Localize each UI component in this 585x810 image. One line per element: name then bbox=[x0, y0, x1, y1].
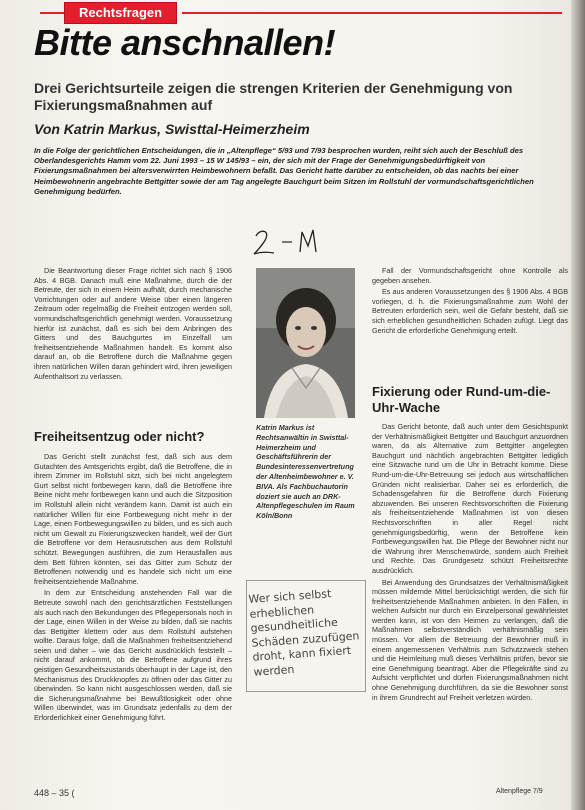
page-spine-shadow bbox=[571, 0, 585, 810]
heading-fixierung: Fixierung oder Rund-um-die-Uhr-Wache bbox=[372, 384, 551, 415]
column-right-top bbox=[372, 266, 568, 337]
paragraph: Die Beantwortung dieser Frage richtet sich nach § 1906 Abs. 4 BGB. Danach muß eine Maßnahme, durch die der Betreute, der sich in einem Heim aufhält, durch mechanische Vorrichtungen oder auf andere Weise über einen längeren Zeitraum oder regelmäßig die Freiheit entzogen werden soll, vormundschaftsgerichtlich genehmigt werden. Voraussetzung hierfür ist zunächst, daß es sich bei dem Anbringen des Gitters und des Bauchgurtes im Einzelfall um freiheitsentziehende Maßnahmen handelt. Es kommt also darauf an, ob die Betroffene durch die Maßnahme gegen ihren natürlichen Willen daran gehindert wird, ihren jeweiligen Aufenthaltsort zu verlassen. bbox=[34, 266, 232, 381]
pull-quote-text: Wer sich selbst erheblichen gesundheitliche Schäden zuzufügen droht, kann fixiert werden bbox=[248, 587, 360, 679]
pull-quote bbox=[246, 580, 366, 692]
paragraph: Das Gericht betonte, daß auch unter dem Gesichtspunkt der Verhältnismäßigkeit Bettgitter und Bauchgurt anzuordnen waren, da als Alternative zum Bettgitter angelegten Bauchgurt und nächtlich angebrachten Bettgitter lediglich eine Sitzwache rund um die Uhr in Betracht komme. Diese Rund-um-die-Uhr-Betreuung sei jedoch aus wirtschaftlichen Gründen nicht realisierbar. Daher sei es erforderlich, die Schadensgefahren für die Betroffene durch Fixierung abzuwenden. Bei unseren Rechtsvorschriften die Fixierung als freiheitsentziehende Maßnahmen ist von diesen Rechtsvorschriften in aller Regel nicht genehmigungsbedürftig, wenn der Betroffene kein Fortbewegungswillen hat. Die Pflege der Bewohner nicht nur die Wahrung ihrer Menschenwürde, sondern auch Freiheit und Rechte. Das Grundgesetz schützt Freiheitsrechte ausdrücklich. bbox=[372, 422, 568, 575]
rubric-rule-right bbox=[182, 12, 562, 14]
heading-freiheitsentzug: Freiheitsentzug oder nicht? bbox=[34, 429, 205, 444]
paragraph: Das Gericht stellt zunächst fest, daß sich aus dem Gutachten des Amtsgerichts ergibt, daß die Betroffene, die in ihrem Zimmer im Rollstuhl sitzt, sich bei nicht angelegtem Gurt selbst nicht fortbewegen kann, daß die Betroffene ihre Beine nicht mehr fortbewegen kann und auch die Sitzposition im Rollstuhl allein nicht verändern kann. Damit ist auch ein natürlicher Willen für eine Fortbewegung nicht mehr in der Lage, einen Fortbewegungswillen zu bilden, und es sich auch nicht um Gewalt zu Fixierungszwecken handelt, weil der Gurt die Betroffene vor dem Herausrutschen aus dem Rollstuhl schützt. Bewegungen ausführen, die zum Herausfallen aus dem Bett führen könnten, sei das Gitter zum Schutz der Betroffenen notwendig und es handele sich nicht um eine freiheitsentziehende Maßnahme. bbox=[34, 452, 232, 586]
rubric-label: Rechtsfragen bbox=[64, 2, 177, 24]
handwritten-note bbox=[250, 224, 320, 258]
paragraph: Bei Anwendung des Grundsatzes der Verhältnismäßigkeit müssen mildernde Mittel berücksichtigt werden, die sich für freiheitsentziehende Maßnahmen anbieten. In den Fällen, in welchen Aufsicht nur durch ein Einzelpersonal gewährleistet werden kann, ist von den Heimen zu verlangen, daß die Maßnahmen selbstverständlich verhältnismäßig sein müssen. Vor allem die Betreuung der Bewohner muß in einem angemessenen Verhältnis zum Schutzzweck stehen und die Heimleitung muß dieses Verhältnis prüfen, bevor sie eine Genehmigung beantragt. Aber die Pflegekräfte sind zu Aufsicht verpflichtet und dürfen Fixierungsmaßnahmen nicht ohne Genehmigung durchführen, da sie die Bewohner sonst in ihrem Grundrecht auf Freiheit verletzen würden. bbox=[372, 577, 568, 702]
column-left-top bbox=[34, 266, 232, 383]
paragraph: Fall der Vormundschaftsgericht ohne Kontrolle als gegeben ansehen. bbox=[372, 266, 568, 285]
article-author: Von Katrin Markus, Swisttal-Heimerzheim bbox=[34, 121, 310, 137]
publication-footer: Altenpflege 7/9 bbox=[496, 788, 543, 795]
page-number: 448 – 35 ( bbox=[34, 788, 75, 798]
article-title: Bitte anschnallen! bbox=[34, 22, 336, 63]
photo-caption: Katrin Markus ist Rechtsanwältin in Swisttal-Heimerzheim und Geschäftsführerin der Bundesinteressenvertretung der Altenheimbewohner e. V. BIVA. Als Fachbuchautorin doziert sie auch an DRK-Altenpflegeschulen im Raum Köln/Bonn bbox=[256, 423, 355, 521]
rubric-rule-left bbox=[40, 12, 66, 14]
column-left-bottom bbox=[34, 452, 232, 725]
article-lead: In die Folge der gerichtlichen Entscheidungen, die in „Altenpflege“ 5/93 und 7/93 besprochen wurden, reiht sich auch der Beschluß des Oberlandesgerichts Hamm vom 22. Juni 1993 – 15 W 145/93 – ein, der sich mit der Frage der Genehmigungsbedürftigkeit von Fixierungsmaßnahmen bei altersverwirrten Heimbewohnern befaßt. Das Gericht hatte darüber zu entscheiden, ob das nachts bei einer Heimbewohnerin angebrachte Bettgitter sowie der am Tag angelegte Bauchgurt beim Sitzen im Rollstuhl der vormundschaftsgerichtlichen Genehmigung bedürfen. bbox=[34, 146, 534, 196]
paragraph: Es aus anderen Voraussetzungen des § 1906 Abs. 4 BGB vorliegen, d. h. die Fixierungsmaßnahme zum Wohl der Betreuten erforderlich sein, weil die Gefahr besteht, daß sie sich erheblichen gesundheitlichen Schaden zufügt. Liegt das Gericht die erforderliche Genehmigung erteilt. bbox=[372, 287, 568, 335]
column-right-bottom bbox=[372, 422, 568, 704]
author-photo bbox=[256, 268, 355, 418]
paragraph: In dem zur Entscheidung anstehenden Fall war die Betreute sowohl nach den gerichtsärztlichen Feststellungen als auch nach den Bekundungen des Pflegepersonals noch in der Lage, einen Willen in der Weise zu bilden, daß sie nachts das Bettgitter klettern oder aus dem Rollstuhl aufstehen wollte. Daraus folge, daß die Maßnahmen freiheitsentziehend seien und daher – wie das Gericht ausdrücklich feststellt – nicht darauf ankommt, ob die Betroffene aufgrund ihres geistigen Gesundheitszustands überhaupt in der Lage ist, den Mechanismus des Druckknopfes zu öffnen oder das Gitter zu überwinden. So kann nicht ausgeschlossen werden, daß sie die Sicherungsmaßnahme bei Bewußtlosigkeit oder ohne Willen überwindet, was im Grundsatz jedenfalls zu dem der Erforderlichkeit einer Genehmigung führt. bbox=[34, 588, 232, 723]
article-subtitle: Drei Gerichtsurteile zeigen die strengen Kriterien der Genehmigung von Fixierungsmaßnahmen auf bbox=[34, 80, 513, 113]
